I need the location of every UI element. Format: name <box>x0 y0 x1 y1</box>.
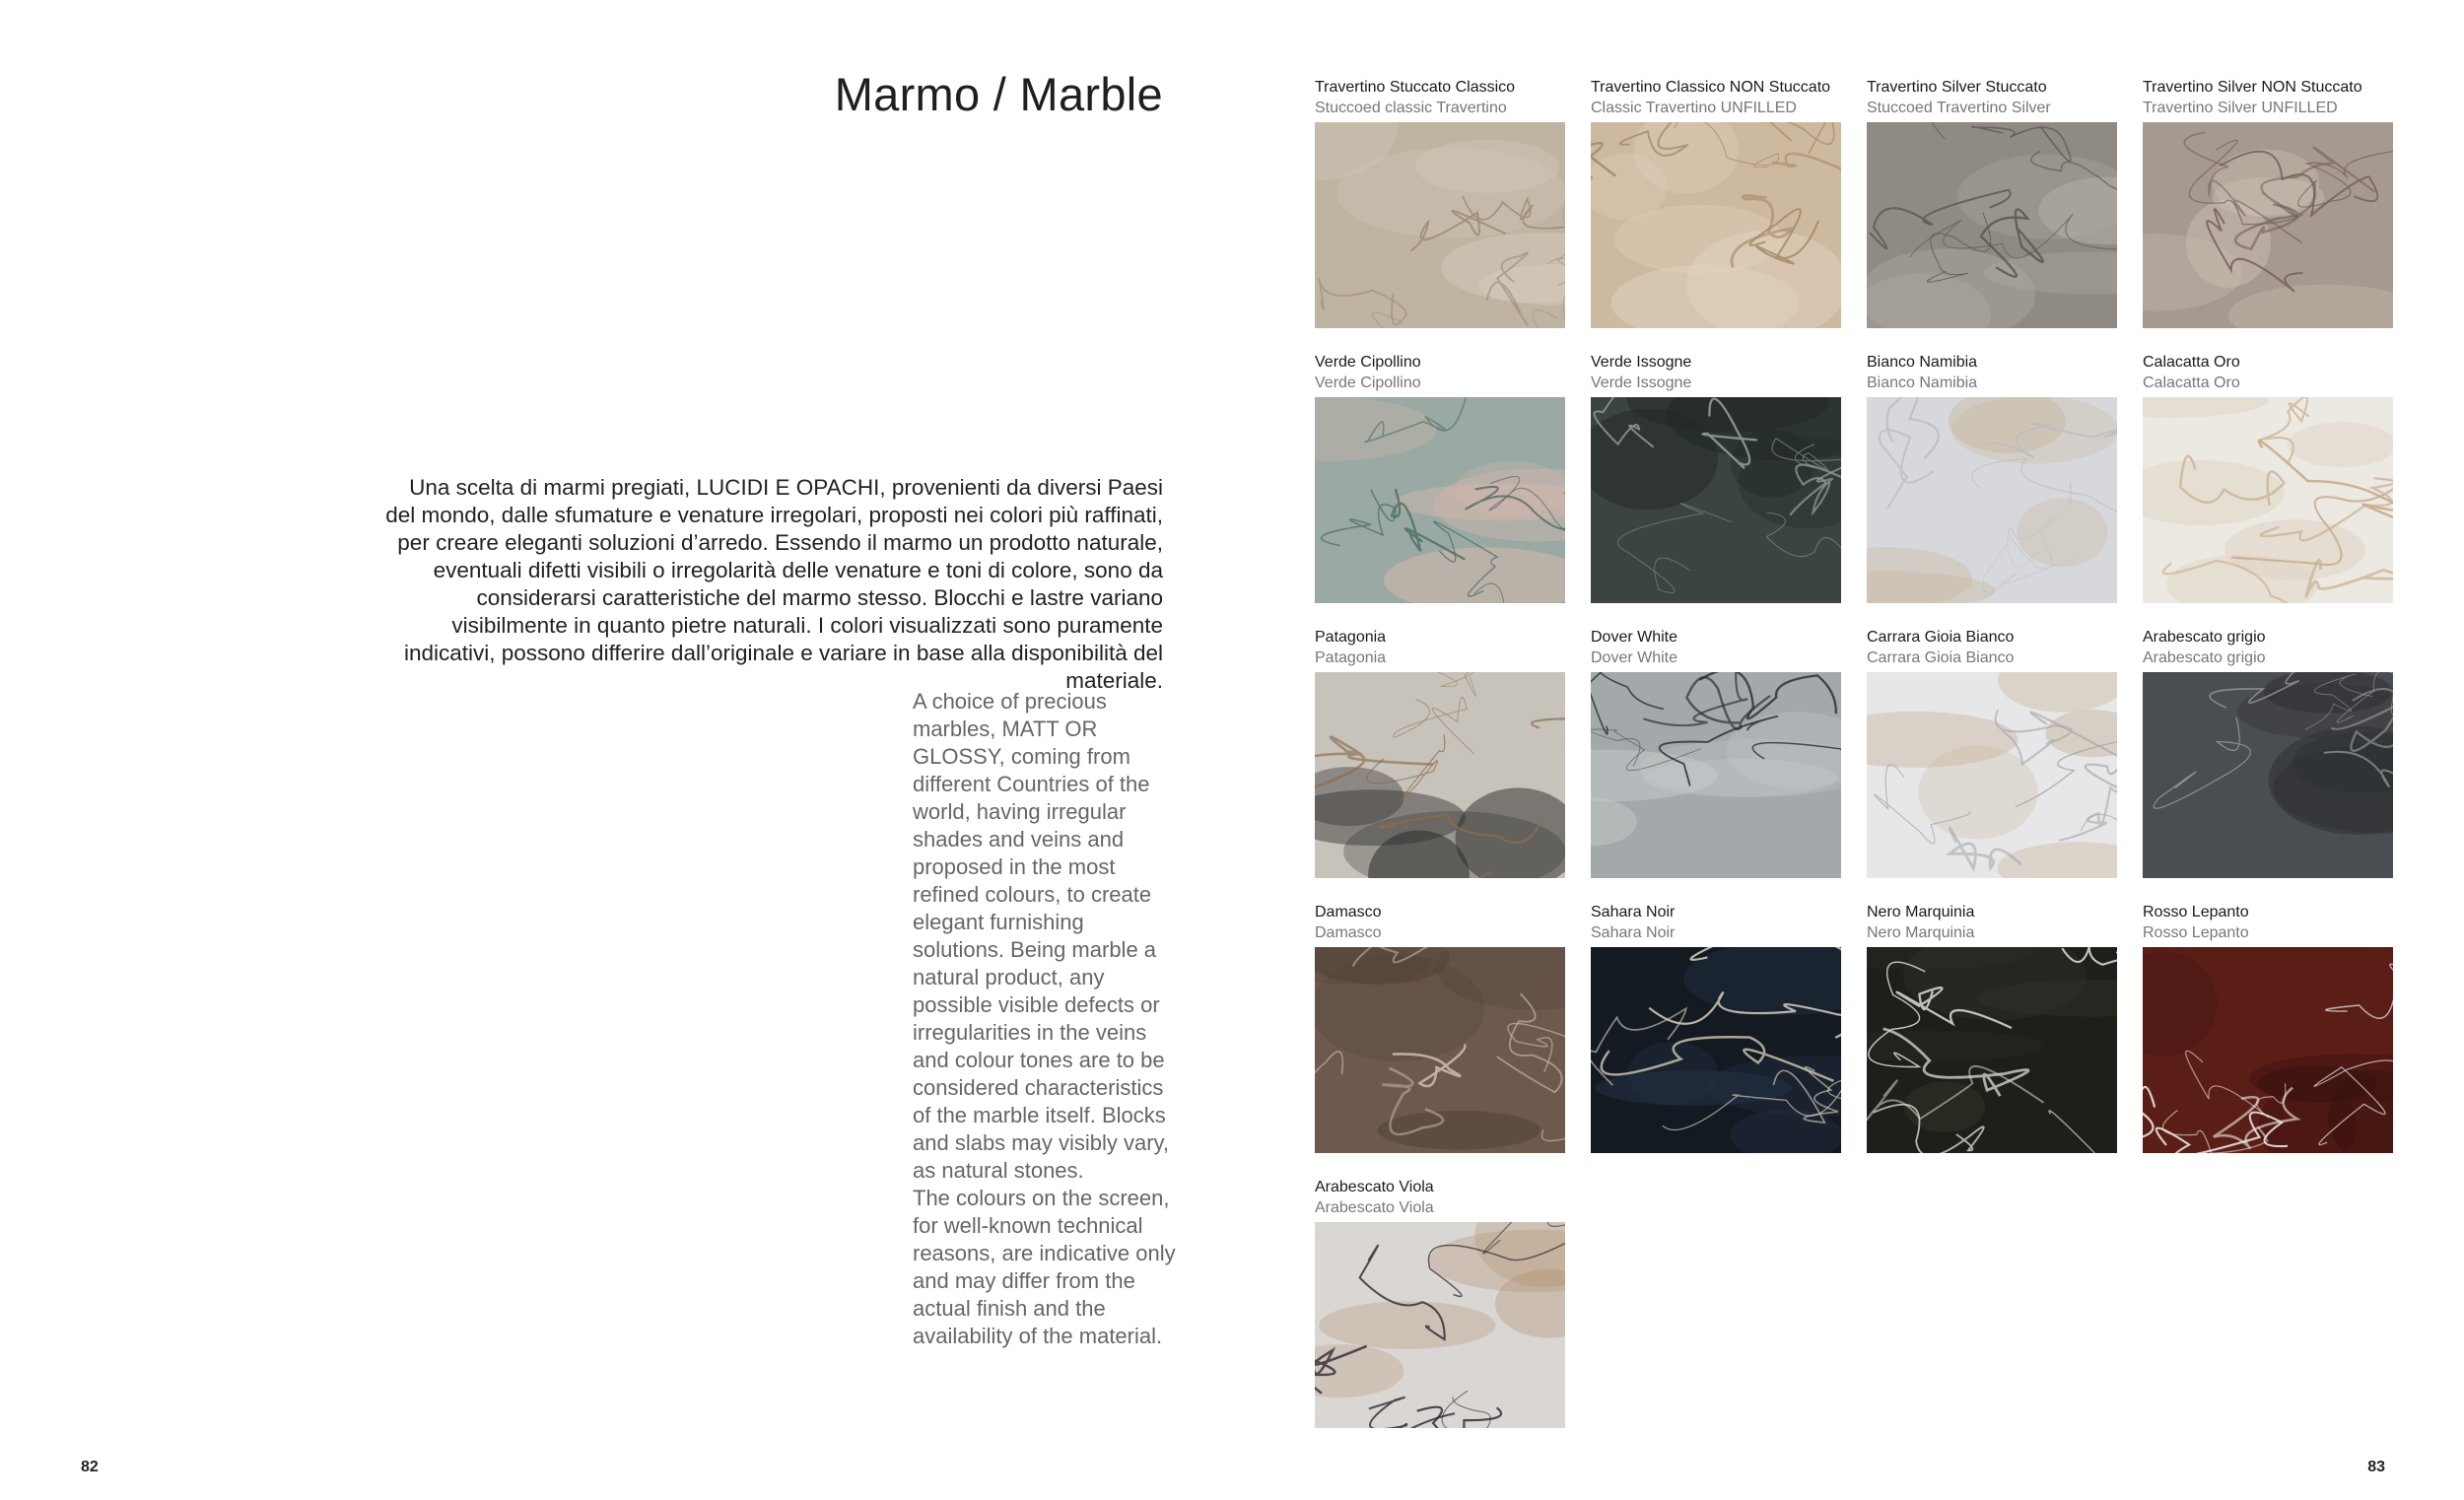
intro-english-paragraph-2: The colours on the screen, for well-known technical reasons, are indicative only and may differ from the actual finish and the availability of the material. <box>913 1186 1176 1348</box>
intro-english-paragraph-1: A choice of precious marbles, MATT OR GLOSSY, coming from different Countries of the world, having irregular shades and veins and proposed in the most refined colours, to create elegant furnishing solutions. Being marble a natural product, any possible visible defects or irregularities in the veins and colour tones are to be considered characteristics of the marble itself. Blocks and slabs may visibly vary, as natural stones. <box>913 689 1170 1183</box>
marble-texture-image <box>1315 947 1565 1153</box>
marble-swatch <box>1591 77 1841 328</box>
marble-texture-image <box>1591 672 1841 878</box>
swatch-name: Sahara Noir <box>1591 904 1676 920</box>
swatch-name: Bianco Namibia <box>1867 354 1978 371</box>
page-number-right: 83 <box>2367 1459 2385 1475</box>
swatch-subtitle: Verde Issogne <box>1591 375 1692 391</box>
marble-swatch <box>1315 902 1565 1153</box>
swatch-name: Verde Issogne <box>1591 354 1692 371</box>
marble-swatch <box>1591 352 1841 603</box>
swatch-name: Patagonia <box>1315 629 1387 646</box>
marble-texture-image <box>2143 947 2393 1153</box>
marble-texture-image <box>1867 397 2117 603</box>
marble-swatch <box>2143 627 2393 878</box>
swatch-subtitle: Verde Cipollino <box>1315 375 1421 391</box>
intro-italian: Una scelta di marmi pregiati, LUCIDI E OPACHI, provenienti da diversi Paesi del mondo, dalle sfumature e venature irregolari, proposti nei colori più raffinati, per creare eleganti soluzioni d’arredo. Essendo il marmo un prodotto naturale, eventuali difetti visibili o irregolarità delle venature e toni di colore, sono da considerarsi caratteristiche del marmo stesso. Blocchi e lastre variano visibilmente in quanto pietre naturali. I colori visualizzati sono puramente indicativi, possono differire dall’originale e variare in base alla disponibilità del materiale. <box>385 475 1163 693</box>
marble-swatch <box>1867 627 2117 878</box>
marble-texture-image <box>1591 397 1841 603</box>
swatch-name: Arabescato grigio <box>2143 629 2266 646</box>
swatch-subtitle: Damasco <box>1315 924 1382 941</box>
swatch-subtitle: Calacatta Oro <box>2143 375 2240 391</box>
marble-texture-image <box>2143 122 2393 328</box>
swatch-subtitle: Stuccoed classic Travertino <box>1315 100 1507 116</box>
marble-texture-image <box>1315 672 1565 878</box>
marble-swatch <box>1867 77 2117 328</box>
swatch-subtitle: Travertino Silver UNFILLED <box>2143 100 2338 116</box>
marble-texture-image <box>1867 947 2117 1153</box>
marble-swatch <box>1867 352 2117 603</box>
marble-texture-image <box>1867 122 2117 328</box>
swatch-name: Arabescato Viola <box>1315 1179 1434 1195</box>
swatch-subtitle: Carrara Gioia Bianco <box>1867 649 2015 666</box>
marble-swatch <box>2143 77 2393 328</box>
swatch-name: Damasco <box>1315 904 1382 920</box>
page-title: Marmo / Marble <box>834 68 1163 120</box>
marble-swatch <box>2143 902 2393 1153</box>
marble-swatch <box>2143 352 2393 603</box>
marble-swatch <box>1315 627 1565 878</box>
swatch-subtitle: Rosso Lepanto <box>2143 924 2249 941</box>
marble-texture-image <box>1591 947 1841 1153</box>
marble-texture-image <box>1315 1222 1565 1428</box>
swatch-name: Calacatta Oro <box>2143 354 2240 371</box>
swatch-subtitle: Arabescato grigio <box>2143 649 2266 666</box>
swatch-subtitle: Patagonia <box>1315 649 1387 666</box>
swatch-subtitle: Arabescato Viola <box>1315 1199 1434 1216</box>
intro-english <box>913 688 1179 1350</box>
swatch-name: Travertino Classico NON Stuccato <box>1591 79 1831 96</box>
swatch-subtitle: Bianco Namibia <box>1867 375 1978 391</box>
swatch-name: Travertino Silver Stuccato <box>1867 79 2047 96</box>
right-page <box>1232 0 2464 1500</box>
swatch-name: Nero Marquinia <box>1867 904 1975 920</box>
page-number-left: 82 <box>81 1459 99 1475</box>
swatch-subtitle: Classic Travertino UNFILLED <box>1591 100 1797 116</box>
marble-texture-image <box>1315 122 1565 328</box>
marble-texture-image <box>2143 397 2393 603</box>
marble-texture-image <box>1315 397 1565 603</box>
swatch-name: Carrara Gioia Bianco <box>1867 629 2015 646</box>
swatch-name: Rosso Lepanto <box>2143 904 2249 920</box>
swatch-subtitle: Nero Marquinia <box>1867 924 1975 941</box>
swatch-subtitle: Dover White <box>1591 649 1678 666</box>
swatch-name: Dover White <box>1591 629 1678 646</box>
marble-texture-image <box>2143 672 2393 878</box>
marble-swatch-grid <box>1315 77 2399 1437</box>
marble-swatch <box>1867 902 2117 1153</box>
marble-swatch <box>1591 902 1841 1153</box>
marble-swatch <box>1315 352 1565 603</box>
marble-texture-image <box>1591 122 1841 328</box>
marble-swatch <box>1315 1177 1565 1428</box>
marble-swatch <box>1315 77 1565 328</box>
marble-texture-image <box>1867 672 2117 878</box>
swatch-subtitle: Stuccoed Travertino Silver <box>1867 100 2051 116</box>
swatch-name: Verde Cipollino <box>1315 354 1421 371</box>
marble-swatch <box>1591 627 1841 878</box>
swatch-name: Travertino Stuccato Classico <box>1315 79 1516 96</box>
swatch-subtitle: Sahara Noir <box>1591 924 1676 941</box>
swatch-name: Travertino Silver NON Stuccato <box>2143 79 2362 96</box>
